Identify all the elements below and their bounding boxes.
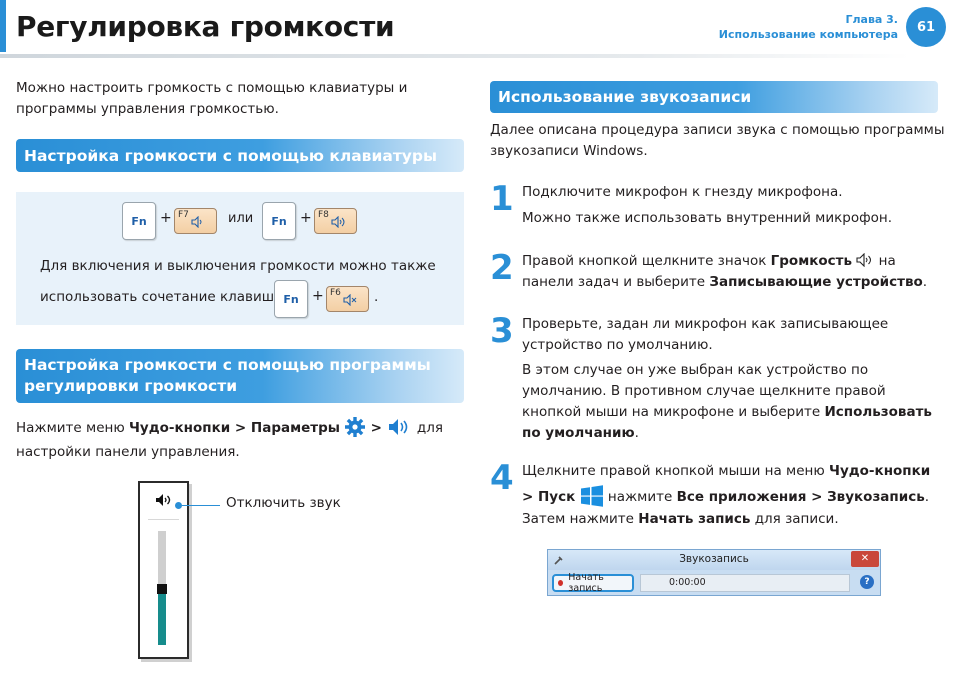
step1-note: Можно также использовать внутренний микрофон. <box>522 210 893 226</box>
speaker-icon <box>387 416 413 438</box>
f6-key-label: F6 <box>330 288 341 298</box>
step2-text-line1 <box>522 251 896 272</box>
program-instructions-line2: настройки панели управления. <box>16 444 240 460</box>
step2-text-line2 <box>522 272 927 293</box>
help-button[interactable]: ? <box>860 575 874 589</box>
volume-slider-panel <box>138 481 189 659</box>
step3-line: умолчанию. В противном случае щелкните правой <box>522 383 886 399</box>
plus-sign: + <box>160 210 172 226</box>
volume-label: Громкость <box>770 253 853 269</box>
f8-key <box>314 208 357 234</box>
step3-text <box>522 314 888 356</box>
chapter-number: Глава 3. <box>845 13 898 26</box>
step2-text: . <box>922 274 928 290</box>
step2-text: Правой кнопкой щелкните значок <box>522 253 771 269</box>
callout-line <box>182 505 220 506</box>
chapter-label <box>719 12 898 42</box>
start-recording-label: Начать запись <box>568 572 604 594</box>
step3-line: устройство по умолчанию. <box>522 337 713 353</box>
step4-text: Затем нажмите <box>522 511 639 527</box>
separator: > <box>230 420 251 436</box>
fn-key: Fn <box>122 202 156 240</box>
step4-text: нажмите <box>607 489 677 505</box>
heading-program <box>16 349 464 403</box>
step4-text: Щелкните правой кнопкой мыши на меню <box>522 463 830 479</box>
recording-timer: 0:00:00 <box>640 574 850 592</box>
step3-line: Проверьте, задан ли микрофон как записывающее <box>522 316 889 332</box>
fn-key: Fn <box>262 202 296 240</box>
step3-text: кнопкой мыши на микрофоне и выберите <box>522 404 825 420</box>
step4-text: для записи. <box>750 511 839 527</box>
page-number-badge: 61 <box>906 7 946 47</box>
fn-key: Fn <box>274 280 308 318</box>
step4-text: . <box>924 489 930 505</box>
step3-text: . <box>634 425 639 441</box>
plus-sign: + <box>312 288 324 304</box>
recording-intro <box>490 120 950 162</box>
f6-key <box>326 286 369 312</box>
or-label: или <box>228 211 254 226</box>
windows-logo-icon <box>580 485 604 507</box>
start-recording-button[interactable] <box>552 574 634 592</box>
volume-fill <box>158 594 166 645</box>
volume-icon <box>856 253 874 267</box>
step3-line <box>522 423 932 444</box>
left-intro <box>16 78 456 120</box>
recording-intro-line: звукозаписи Windows. <box>490 143 648 159</box>
step4-line1 <box>522 461 930 482</box>
step-number: 4 <box>490 458 514 498</box>
start-recording-label: Начать запись <box>638 511 751 527</box>
start-label: > Пуск <box>522 489 576 505</box>
program-instructions <box>16 416 466 439</box>
mute-label: Отключить звук <box>226 495 341 511</box>
sound-recorder-window <box>547 549 881 596</box>
recording-intro-line: Далее описана процедура записи звука с помощью программы <box>490 122 945 138</box>
step-number: 2 <box>490 248 514 288</box>
step3-note <box>522 360 932 444</box>
step2-text: на <box>874 253 896 269</box>
step3-line: В этом случае он уже выбран как устройство по <box>522 362 869 378</box>
header-divider <box>0 54 910 58</box>
step-number: 1 <box>490 179 514 219</box>
charms-label: Чудо-кнопки <box>829 463 931 479</box>
volume-up-icon <box>331 216 347 228</box>
left-intro-line: программы управления громкостью. <box>16 101 279 117</box>
keyboard-box <box>16 192 464 325</box>
step1-text: Подключите микрофон к гнезду микрофона. <box>522 184 843 200</box>
page-title: Регулировка громкости <box>16 10 395 43</box>
panel-divider <box>148 519 179 520</box>
volume-thumb[interactable] <box>157 584 167 594</box>
recorder-title: Звукозапись <box>679 553 749 565</box>
record-dot-icon <box>558 580 563 586</box>
keyboard-note-line1: Для включения и выключения громкости можно также <box>40 258 436 274</box>
f7-key <box>174 208 217 234</box>
recording-devices-label: Записывающие устройство <box>709 274 923 290</box>
set-default-label: по умолчанию <box>522 425 635 441</box>
charms-label: Чудо-кнопки <box>128 420 231 436</box>
instructions-text: для <box>416 420 443 436</box>
plus-sign: + <box>300 210 312 226</box>
recorder-titlebar <box>548 550 880 570</box>
left-intro-line: Можно настроить громкость с помощью клавиатуры и <box>16 80 408 96</box>
mute-icon <box>343 294 359 306</box>
f7-key-label: F7 <box>178 210 189 220</box>
separator: > <box>370 420 387 436</box>
heading-program-line: Настройка громкости с помощью программы <box>24 356 431 374</box>
instructions-text: Нажмите меню <box>16 420 129 436</box>
keyboard-note-line2: использовать сочетание клавиш <box>40 289 275 305</box>
header-accent-bar <box>0 0 6 52</box>
volume-icon[interactable] <box>155 493 173 507</box>
step2-text: панели задач и выберите <box>522 274 710 290</box>
heading-keyboard: Настройка громкости с помощью клавиатуры <box>16 139 464 172</box>
heading-program-line: регулировки громкости <box>24 377 238 395</box>
step3-line <box>522 402 932 423</box>
step4-line2 <box>522 485 929 508</box>
close-button[interactable]: ✕ <box>851 551 879 567</box>
gear-icon <box>344 416 366 438</box>
keyboard-note-end: . <box>374 289 379 305</box>
volume-down-icon <box>191 216 205 228</box>
heading-recording: Использование звукозаписи <box>490 81 938 113</box>
all-apps-label: Все приложения > Звукозапись <box>676 489 925 505</box>
chapter-title: Использование компьютера <box>718 28 898 41</box>
set-default-label: Использовать <box>824 404 932 420</box>
settings-label: Параметры <box>250 420 340 436</box>
callout-dot <box>175 502 182 509</box>
f8-key-label: F8 <box>318 210 329 220</box>
step4-line3 <box>522 509 839 530</box>
step-number: 3 <box>490 311 514 351</box>
